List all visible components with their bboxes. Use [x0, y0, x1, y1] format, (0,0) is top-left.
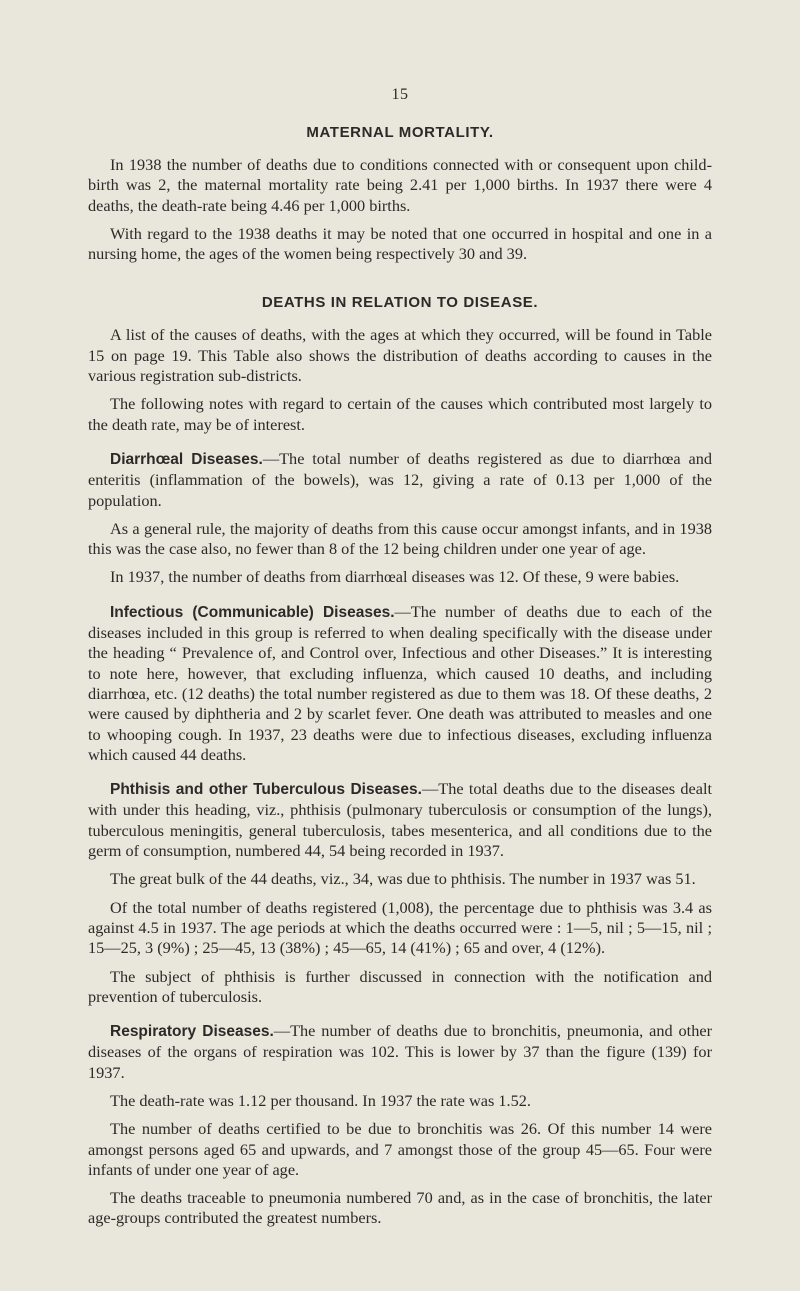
page-content — [88, 124, 712, 1229]
infectious-paragraph-1 — [88, 602, 712, 765]
diarrhoeal-text-1: —The total number of deaths registered as due to diarrhœa and enteritis (inflammation of the bowels), was 12, giving a rate of 0.13 per 1,000 of the population. — [88, 448, 712, 510]
respiratory-paragraph-4: The deaths traceable to pneumonia numbered 70 and, as in the case of bronchitis, the later age-groups contributed the greatest numbers. — [88, 1188, 712, 1228]
phthisis-run-in-heading: Phthisis and other Tuberculous Diseases. — [110, 781, 422, 799]
phthisis-text-1: —The total deaths due to the diseases dealt with under this heading, viz., phthisis (pulmonary tuberculosis or consumption of the lungs), tuberculous meningitis, general tuberculosis, tabes mesenterica, and all conditions due to the germ of consumption, numbered 44, 54 being recorded in 1937. — [88, 779, 712, 861]
disease-paragraph-1: A list of the causes of deaths, with the ages at which they occurred, will be found in Table 15 on page 19. This Table also shows the distribution of deaths according to causes in the various registration sub-districts. — [88, 325, 712, 386]
maternal-paragraph-2: With regard to the 1938 deaths it may be noted that one occurred in hospital and one in a nursing home, the ages of the women being respectively 30 and 39. — [88, 223, 712, 264]
phthisis-paragraph-4: The subject of phthisis is further discussed in connection with the notification and prevention of tuberculosis. — [88, 966, 712, 1006]
infectious-text-1: —The number of deaths due to each of the diseases included in this group is referred to when dealing specifically with the disease under the heading “ Prevalence of, and Control over, Infectious and other Diseases.” It is interesting to note here, however, that excluding influenza, which caused 10 deaths, and including diarrhœa, etc. (12 deaths) the total number registered as due to them was 18. Of these deaths, 2 were caused by diphtheria and 2 by scarlet fever. One death was attributed to measles and one to whooping cough. In 1937, 23 deaths were due to infectious diseases, excluding influenza which caused 44 deaths. — [88, 601, 712, 764]
infectious-run-in-heading: Infectious (Communicable) Diseases. — [110, 603, 395, 621]
heading-maternal-mortality: MATERNAL MORTALITY. — [306, 124, 494, 141]
diarrhoeal-run-in-heading: Diarrhœal Diseases. — [110, 450, 263, 468]
diarrhoeal-paragraph-1 — [88, 449, 712, 511]
page-number: 15 — [391, 86, 409, 103]
respiratory-paragraph-1 — [88, 1021, 712, 1083]
phthisis-paragraph-2: The great bulk of the 44 deaths, viz., 34, was due to phthisis. The number in 1937 was 51. — [110, 869, 696, 889]
respiratory-run-in-heading: Respiratory Diseases. — [110, 1023, 274, 1041]
respiratory-paragraph-3: The number of deaths certified to be due to bronchitis was 26. Of this number 14 were amongst persons aged 65 and upwards, and 7 amongst those of the group 45—65. Four were infants of under one year of age. — [88, 1119, 712, 1179]
maternal-paragraph-1: In 1938 the number of deaths due to conditions connected with or consequent upon child-birth was 2, the maternal mortality rate being 2.41 per 1,000 births. In 1937 there were 4 deaths, the death-rate being 4.46 per 1,000 births. — [88, 155, 712, 215]
phthisis-paragraph-3: Of the total number of deaths registered (1,008), the percentage due to phthisis was 3.4 as against 4.5 in 1937. The age periods at which the deaths occurred were : 1—5, nil ; 5—15, nil ; 15—25, 3 (9%) ; 25—45, 13 (38%) ; 45—65, 14 (41%) ; 65 and over, 4 (12%). — [88, 897, 712, 958]
phthisis-paragraph-1 — [88, 779, 712, 861]
diarrhoeal-paragraph-3: In 1937, the number of deaths from diarrhœal diseases was 12. Of these, 9 were babies. — [110, 567, 680, 587]
respiratory-text-1: —The number of deaths due to bronchitis, pneumonia, and other diseases of the organs of respiration was 102. This is lower by 37 than the figure (139) for 1937. — [88, 1021, 712, 1082]
heading-deaths-disease: DEATHS IN RELATION TO DISEASE. — [261, 294, 539, 312]
diarrhoeal-paragraph-2: As a general rule, the majority of deaths from this cause occur amongst infants, and in 1938 this was the case also, no fewer than 8 of the 12 being children under one year of age. — [88, 518, 712, 559]
respiratory-paragraph-2: The death-rate was 1.12 per thousand. In 1937 the rate was 1.52. — [110, 1090, 531, 1110]
disease-paragraph-2: The following notes with regard to certain of the causes which contributed most largely to the death rate, may be of interest. — [88, 394, 712, 434]
